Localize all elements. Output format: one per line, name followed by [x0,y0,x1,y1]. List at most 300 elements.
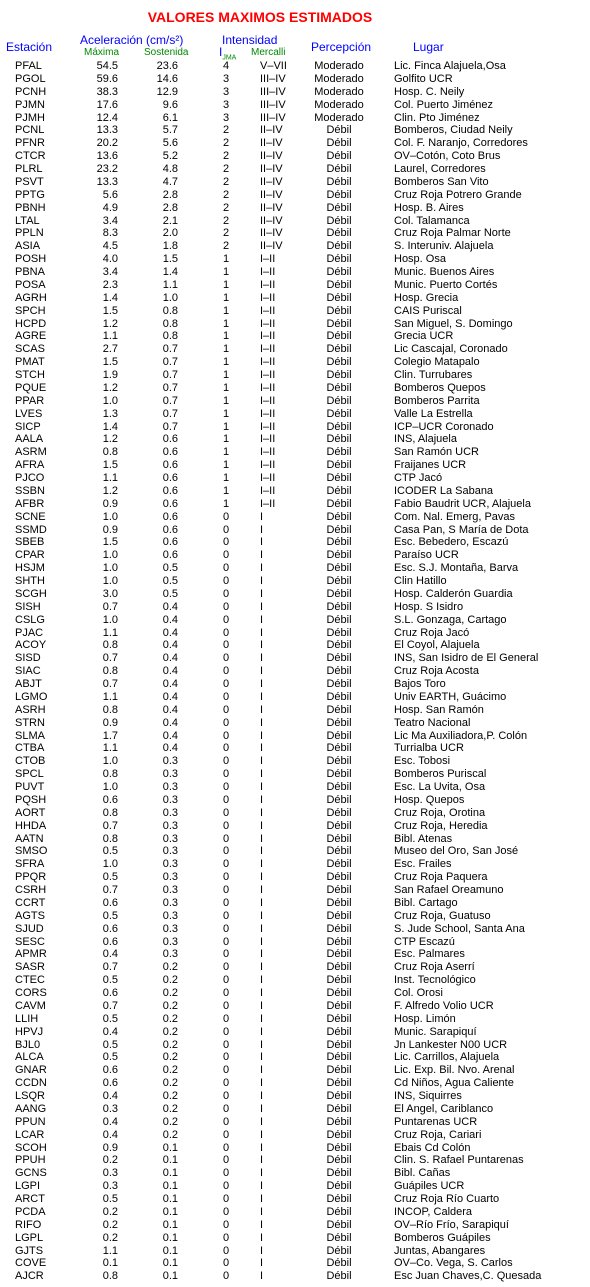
max-acceleration: 13.6 [96,150,118,163]
intensity-jma: 0 [222,1090,230,1102]
max-acceleration: 0.5 [102,1051,118,1064]
max-acceleration: 1.0 [102,562,118,575]
perception: Débil [326,1102,352,1115]
perception: Débil [326,703,352,716]
perception: Débil [326,472,352,484]
header-estacion: Estación [6,40,53,54]
intensity-jma: 0 [222,626,230,639]
station-code: LTAL [15,214,40,227]
max-acceleration: 0.5 [102,1038,118,1051]
sustained-acceleration: 0.2 [162,1038,178,1051]
header-percepcion: Percepción [311,40,372,54]
intensity-jma: 0 [222,703,230,716]
intensity-mercalli: I–II [260,253,276,266]
intensity-mercalli: I [260,690,264,703]
perception: Débil [326,806,352,819]
sustained-acceleration: 0.1 [162,1218,178,1231]
max-acceleration: 0.6 [102,1077,118,1090]
intensity-jma: 1 [222,407,230,420]
intensity-mercalli: II–IV [260,201,283,214]
intensity-jma: 0 [222,806,230,819]
location: INS, Siquirres [394,1090,462,1102]
station-code: ALCA [15,1051,44,1064]
table-row [0,112,590,125]
intensity-mercalli: I [260,536,264,549]
sustained-acceleration: 0.1 [162,1257,178,1270]
station-code: PFNR [15,137,45,150]
sustained-acceleration: 0.8 [162,317,178,330]
location: ICODER La Sabana [394,484,494,497]
intensity-jma: 0 [222,1218,230,1231]
perception: Débil [326,188,352,201]
max-acceleration: 1.0 [102,549,118,562]
station-code: SISD [15,652,41,665]
sustained-acceleration: 0.1 [162,1231,178,1244]
table-row [0,536,590,549]
intensity-mercalli: I [260,781,264,793]
sustained-acceleration: 0.3 [162,884,178,896]
sustained-acceleration: 0.3 [162,755,178,768]
sustained-acceleration: 0.4 [162,639,178,652]
intensity-mercalli: I [260,703,264,716]
station-code: AALA [15,433,44,446]
intensity-jma: 0 [222,549,230,562]
station-code: ABJT [15,678,42,690]
table-row [0,189,590,202]
perception: Moderado [314,111,364,124]
table-row [0,266,590,279]
max-acceleration: 0.3 [102,1167,118,1180]
location: Univ EARTH, Guácimo [394,690,507,703]
max-acceleration: 0.8 [102,703,118,716]
location: Cd Niños, Agua Caliente [394,1077,514,1090]
table-row [0,768,590,781]
max-acceleration: 1.1 [102,1244,118,1257]
station-code: LGMO [15,690,48,703]
max-acceleration: 4.5 [102,240,118,253]
perception: Débil [326,690,352,703]
table-row [0,498,590,511]
location: Bajos Toro [394,678,446,690]
intensity-jma: 1 [222,278,230,291]
intensity-mercalli: I [260,1102,264,1115]
station-code: LSQR [15,1090,45,1102]
location: Hosp. Quepos [394,793,465,806]
location: Col. Puerto Jiménez [394,98,494,111]
table-row [0,73,590,86]
sustained-acceleration: 6.1 [162,111,178,124]
location: Golfito UCR [394,72,453,85]
perception: Débil [326,1051,352,1064]
intensity-jma: 0 [222,665,230,678]
location: Esc. Tobosi [394,755,451,768]
intensity-mercalli: I–II [260,356,276,369]
location: Cruz Roja Aserrí [394,961,475,974]
table-row [0,511,590,524]
header-ijma-sub: JMA [222,54,237,62]
intensity-jma: 0 [222,871,230,884]
sustained-acceleration: 0.1 [162,1167,178,1180]
table-row [0,202,590,215]
intensity-jma: 0 [222,974,230,987]
location: Esc. La Uvita, Osa [394,781,486,793]
intensity-jma: 0 [222,1231,230,1244]
max-acceleration: 0.8 [102,446,118,459]
intensity-jma: 1 [222,381,230,394]
max-acceleration: 0.7 [102,819,118,832]
table-row [0,1064,590,1077]
table-row [0,240,590,253]
perception: Débil [326,832,352,845]
station-code: HSJM [15,562,45,575]
perception: Débil [326,510,352,523]
intensity-jma: 0 [222,639,230,652]
station-code: STRN [15,716,45,729]
table-row [0,459,590,472]
perception: Débil [326,1193,352,1205]
table-row [0,961,590,974]
station-code: PPLN [15,227,44,240]
max-acceleration: 5.6 [102,188,118,201]
table-row [0,163,590,176]
intensity-mercalli: I [260,600,264,613]
intensity-mercalli: II–IV [260,150,283,163]
station-code: SHTH [15,575,45,587]
max-acceleration: 0.9 [102,497,118,510]
header-sostenida: Sostenida [144,47,189,58]
header-maxima: Máxima [84,47,120,58]
intensity-mercalli: I [260,1180,264,1193]
perception: Débil [326,163,352,175]
station-code: SJUD [15,922,44,935]
station-code: CTOB [15,755,46,768]
intensity-mercalli: I–II [260,266,276,278]
sustained-acceleration: 0.6 [162,549,178,562]
intensity-jma: 0 [222,1038,230,1051]
intensity-jma: 0 [222,1180,230,1193]
perception: Débil [326,768,352,781]
perception: Débil [326,613,352,626]
perception: Débil [326,459,352,472]
table-row [0,884,590,897]
perception: Débil [326,317,352,330]
intensity-jma: 1 [222,253,230,266]
station-code: PMAT [15,356,45,369]
header-lugar: Lugar [413,40,444,54]
perception: Débil [326,278,352,291]
intensity-mercalli: I–II [260,369,276,381]
sustained-acceleration: 0.6 [162,484,178,497]
intensity-jma: 4 [222,60,230,72]
intensity-mercalli: I [260,896,264,909]
max-acceleration: 20.2 [96,137,118,150]
sustained-acceleration: 2.8 [162,188,178,201]
table-row [0,330,590,343]
perception: Débil [326,1141,352,1154]
table-row [0,704,590,717]
location: Esc Juan Chaves,C. Quesada [394,1270,542,1283]
perception: Débil [326,343,352,356]
location: El Coyol, Alajuela [394,639,480,652]
station-code: SISH [15,600,41,613]
station-code: LVES [15,407,43,420]
location: Clin. S. Rafael Puntarenas [394,1154,524,1167]
table-row [0,1000,590,1013]
table-row [0,601,590,614]
location: Bomberos Guápiles [394,1231,491,1244]
perception: Débil [326,793,352,806]
table-row [0,987,590,1000]
sustained-acceleration: 0.4 [162,703,178,716]
sustained-acceleration: 1.8 [162,240,178,253]
table-row [0,858,590,871]
location: Esc. S.J. Montaña, Barva [394,562,519,575]
perception: Débil [326,974,352,987]
station-code: AGTS [15,909,45,922]
location: Bomberos Quepos [394,381,486,394]
table-row [0,292,590,305]
intensity-jma: 1 [222,343,230,356]
table-row [0,588,590,601]
station-code: PJMH [15,111,45,124]
station-code: PBNA [15,266,45,278]
intensity-mercalli: I [260,832,264,845]
station-code: SMSO [15,845,48,858]
sustained-acceleration: 0.4 [162,600,178,613]
location: Esc. Frailes [394,858,452,871]
perception: Débil [326,1012,352,1025]
station-code: GJTS [15,1244,44,1257]
intensity-mercalli: I [260,1141,264,1154]
max-acceleration: 0.8 [102,639,118,652]
location: Com. Nal. Emerg, Pavas [394,510,516,523]
station-code: PPAR [15,394,45,407]
intensity-mercalli: I [260,1012,264,1025]
perception: Moderado [314,85,364,98]
intensity-jma: 0 [222,1102,230,1115]
max-acceleration: 0.7 [102,600,118,613]
max-acceleration: 1.1 [102,330,118,343]
station-code: PQUE [15,381,47,394]
station-code: PPUN [15,1115,46,1128]
station-code: SCNE [15,510,46,523]
station-code: ASRH [15,703,46,716]
perception: Débil [326,304,352,317]
intensity-jma: 0 [222,961,230,974]
max-acceleration: 1.3 [102,407,118,420]
intensity-jma: 0 [222,742,230,755]
location: Valle La Estrella [394,407,473,420]
intensity-mercalli: I [260,1077,264,1090]
intensity-jma: 3 [222,98,230,111]
intensity-jma: 0 [222,781,230,793]
intensity-jma: 1 [222,304,230,317]
location: Puntarenas UCR [394,1115,478,1128]
max-acceleration: 1.0 [102,858,118,871]
sustained-acceleration: 0.1 [162,1270,178,1283]
intensity-jma: 2 [222,227,230,240]
location: Hosp. Calderón Guardia [394,587,513,600]
max-acceleration: 3.4 [102,266,118,278]
intensity-mercalli: I [260,974,264,987]
sustained-acceleration: 0.3 [162,858,178,871]
table-row [0,923,590,936]
table-row [0,755,590,768]
table-row [0,1232,590,1245]
sustained-acceleration: 0.6 [162,536,178,549]
location: Lic Ma Auxiliadora,P. Colón [394,729,528,742]
intensity-mercalli: I [260,1193,264,1205]
sustained-acceleration: 0.2 [162,1012,178,1025]
perception: Moderado [314,98,364,111]
intensity-mercalli: I [260,1051,264,1064]
sustained-acceleration: 0.2 [162,961,178,974]
max-acceleration: 1.2 [102,317,118,330]
intensity-jma: 0 [222,1128,230,1141]
intensity-mercalli: I [260,510,264,523]
location: Cruz Roja, Guatuso [394,909,491,922]
intensity-mercalli: I [260,1064,264,1077]
intensity-mercalli: I–II [260,484,276,497]
sustained-acceleration: 0.8 [162,330,178,343]
station-code: CSRH [15,884,47,896]
intensity-mercalli: I–II [260,446,276,459]
table-row [0,717,590,730]
station-code: COVE [15,1257,47,1270]
table-row [0,562,590,575]
max-acceleration: 0.6 [102,793,118,806]
sustained-acceleration: 0.5 [162,587,178,600]
table-row [0,549,590,562]
station-code: SPCH [15,304,46,317]
perception: Débil [326,330,352,343]
intensity-mercalli: I [260,1025,264,1038]
sustained-acceleration: 4.8 [162,163,178,175]
max-acceleration: 0.8 [102,665,118,678]
intensity-jma: 0 [222,1154,230,1167]
intensity-mercalli: III–IV [260,111,286,124]
location: Esc. Bebedero, Escazú [394,536,509,549]
station-code: LCAR [15,1128,45,1141]
station-code: LLIH [15,1012,39,1025]
max-acceleration: 0.4 [102,1025,118,1038]
location: OV–Río Frío, Sarapiquí [394,1218,509,1231]
perception: Débil [326,484,352,497]
perception: Débil [326,1257,352,1270]
intensity-mercalli: III–IV [260,98,286,111]
intensity-jma: 0 [222,1141,230,1154]
sustained-acceleration: 2.8 [162,201,178,214]
perception: Débil [326,240,352,253]
station-code: HCPD [15,317,47,330]
sustained-acceleration: 0.1 [162,1141,178,1154]
max-acceleration: 1.0 [102,510,118,523]
perception: Débil [326,922,352,935]
perception: Débil [326,961,352,974]
intensity-jma: 0 [222,562,230,575]
intensity-mercalli: II–IV [260,214,283,227]
intensity-jma: 0 [222,755,230,768]
sustained-acceleration: 0.2 [162,1051,178,1064]
sustained-acceleration: 0.2 [162,1064,178,1077]
station-code: CCDN [15,1077,47,1090]
location: Cruz Roja Jacó [394,626,470,639]
intensity-mercalli: I [260,793,264,806]
max-acceleration: 13.3 [96,124,118,137]
max-acceleration: 1.1 [102,742,118,755]
sustained-acceleration: 0.6 [162,523,178,536]
location: INCOP, Caldera [394,1205,473,1218]
max-acceleration: 0.6 [102,935,118,948]
max-acceleration: 0.6 [102,1064,118,1077]
location: Jn Lankester N00 UCR [394,1038,508,1051]
table-row [0,433,590,446]
perception: Débil [326,446,352,459]
perception: Débil [326,1025,352,1038]
station-code: PPTG [15,188,45,201]
station-code: PLRL [15,163,43,175]
station-code: SLMA [15,729,45,742]
location: Col. Talamanca [394,214,470,227]
intensity-jma: 0 [222,716,230,729]
max-acceleration: 0.5 [102,1012,118,1025]
max-acceleration: 0.8 [102,806,118,819]
table-row [0,1206,590,1219]
station-code: SESC [15,935,45,948]
intensity-mercalli: I [260,987,264,999]
perception: Débil [326,871,352,884]
page-title: VALORES MAXIMOS ESTIMADOS [147,9,373,25]
max-acceleration: 1.4 [102,420,118,433]
sustained-acceleration: 0.1 [162,1193,178,1205]
max-acceleration: 2.3 [102,278,118,291]
max-acceleration: 1.5 [102,459,118,472]
intensity-jma: 0 [222,1193,230,1205]
station-code: AGRE [15,330,47,343]
perception: Débil [326,1244,352,1257]
intensity-jma: 2 [222,124,230,137]
station-code: PQSH [15,793,47,806]
intensity-jma: 0 [222,1025,230,1038]
sustained-acceleration: 0.2 [162,1115,178,1128]
header-ijma-base: I [219,45,223,59]
sustained-acceleration: 0.2 [162,1077,178,1090]
station-code: ASRM [15,446,47,459]
intensity-jma: 1 [222,369,230,381]
perception: Débil [326,124,352,137]
station-code: GNAR [15,1064,47,1077]
intensity-jma: 0 [222,793,230,806]
sustained-acceleration: 1.1 [162,278,178,291]
perception: Débil [326,1115,352,1128]
station-code: CTEC [15,974,45,987]
max-acceleration: 4.0 [102,253,118,266]
max-acceleration: 0.3 [102,1102,118,1115]
sustained-acceleration: 0.6 [162,497,178,510]
table-row [0,60,590,73]
sustained-acceleration: 0.3 [162,871,178,884]
intensity-jma: 1 [222,420,230,433]
table-row [0,833,590,846]
location: Munic. Sarapiquí [394,1025,477,1038]
perception: Débil [326,819,352,832]
sustained-acceleration: 5.6 [162,137,178,150]
sustained-acceleration: 0.3 [162,935,178,948]
location: Hosp. Limón [394,1012,456,1025]
perception: Débil [326,150,352,163]
location: Casa Pan, S María de Dota [394,523,529,536]
max-acceleration: 2.7 [102,343,118,356]
